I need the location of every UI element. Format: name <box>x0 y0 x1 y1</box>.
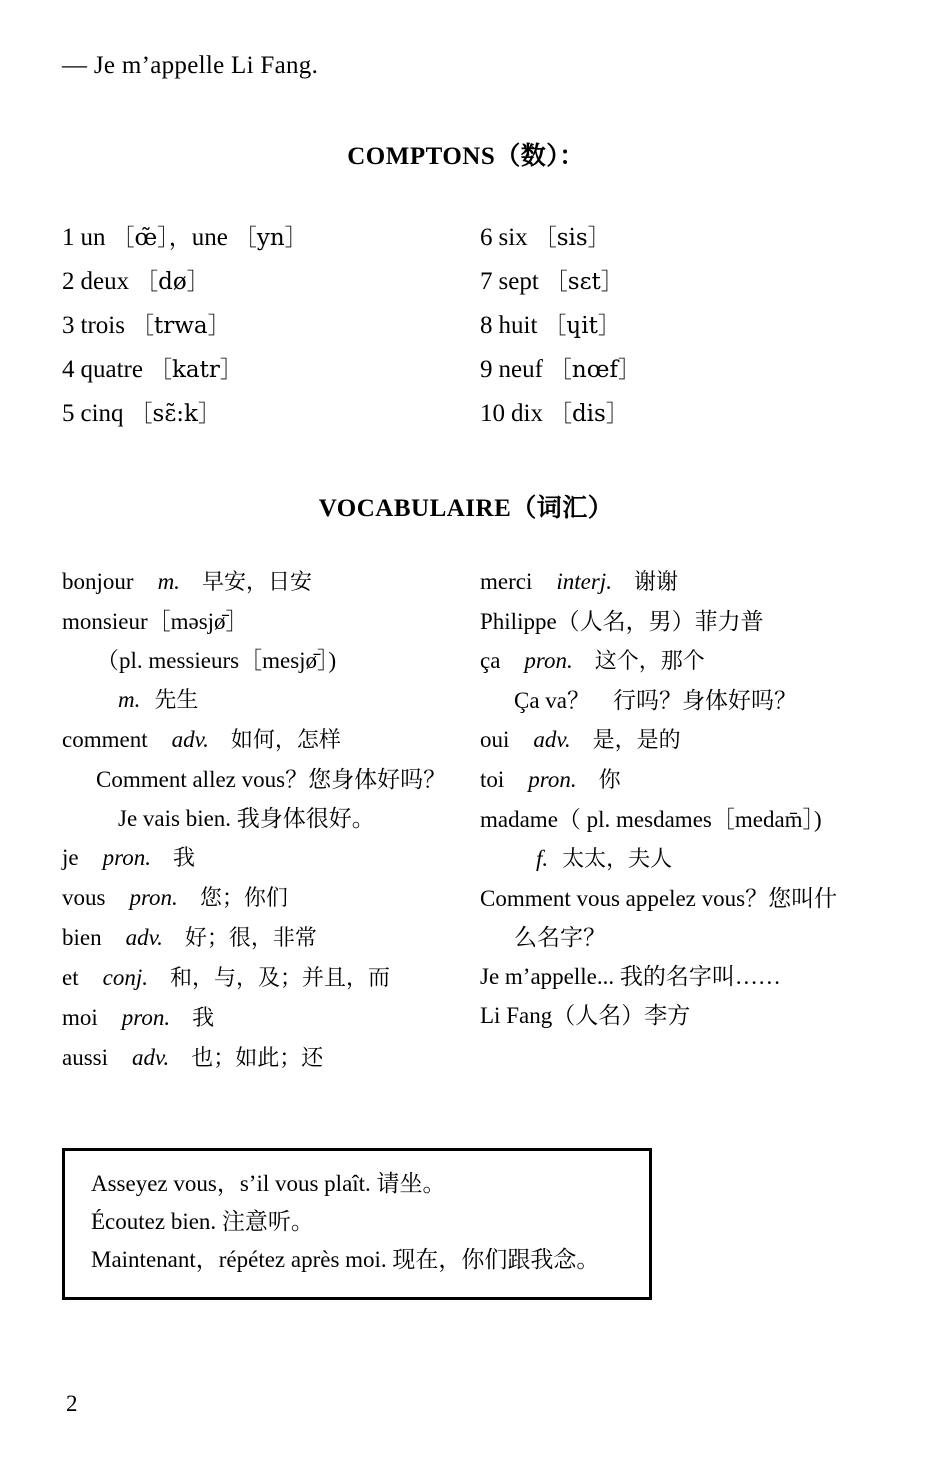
vocab-gloss: 太太，夫人 <box>562 847 673 872</box>
vocab-entry <box>480 957 870 996</box>
vocab-entry <box>62 918 466 958</box>
number-row <box>480 348 870 392</box>
number-row <box>480 304 870 348</box>
number-index: 5 <box>62 400 75 427</box>
vocab-entry <box>480 760 870 800</box>
vocab-pos: m. <box>118 687 141 712</box>
vocab-subline: Ça va？ 行吗？身体好吗？ <box>514 688 798 713</box>
number-index: 8 <box>480 312 493 339</box>
vocab-gloss: 先生 <box>154 688 199 713</box>
vocab-headword: madame（ pl. mesdames［medam̄］) <box>480 807 822 832</box>
number-phonetic: ［sis］ <box>533 225 611 251</box>
numbers-column-right <box>466 216 870 436</box>
box-line: Maintenant，répétez après moi. 现在，你们跟我念。 <box>91 1247 600 1272</box>
vocab-entry <box>480 879 870 918</box>
vocab-headword: oui <box>480 727 510 752</box>
comptons-heading: COMPTONS（数）： <box>347 143 585 170</box>
number-phonetic: ［dis］ <box>548 401 629 427</box>
vocab-gloss: 好；很，非常 <box>184 926 317 951</box>
number-row <box>62 216 466 260</box>
vocab-headword: aussi <box>62 1045 108 1070</box>
number-row <box>62 348 466 392</box>
vocab-entry <box>480 641 870 681</box>
vocab-pos: interj. <box>556 569 612 594</box>
vocab-pos: pron. <box>121 1005 171 1030</box>
page <box>0 52 932 1465</box>
vocab-headword: Comment vous appelez vous？您叫什 <box>480 886 838 911</box>
vocab-gloss: 是，是的 <box>592 728 681 753</box>
vocab-entry <box>62 838 466 878</box>
vocab-gloss: 我 <box>192 1006 215 1031</box>
vocab-subline: Je vais bien. 我身体很好。 <box>118 806 375 831</box>
vocab-pos: pron. <box>102 845 151 870</box>
number-phonetic: ［sɛt］ <box>544 269 624 295</box>
dialogue-line: — Je m’appelle Li Fang. <box>62 52 319 79</box>
box-line: Écoutez bien. 注意听。 <box>91 1209 314 1234</box>
vocab-headword: moi <box>62 1005 98 1030</box>
number-word: six <box>498 224 528 251</box>
number-word: neuf <box>498 356 543 383</box>
number-row <box>480 260 870 304</box>
vocab-entry <box>62 1038 466 1078</box>
number-phonetic: ［œ̃］， <box>111 225 192 251</box>
vocab-subline: （pl. messieurs［mesjø̄］) <box>96 648 337 673</box>
vocab-headword: monsieur［məsjø̄］ <box>62 609 249 634</box>
number-row <box>480 216 870 260</box>
vocab-headword: Li Fang（人名）李方 <box>480 1003 691 1028</box>
vocab-gloss: 如何，怎样 <box>230 728 341 753</box>
number-word: dix <box>511 400 543 427</box>
vocab-pos: pron. <box>129 885 178 910</box>
vocab-entry <box>480 562 870 602</box>
vocab-headword: bien <box>62 925 102 950</box>
vocab-pos: pron. <box>528 767 577 792</box>
vocab-entry <box>62 998 466 1038</box>
vocab-headword: ça <box>480 648 501 673</box>
number-index: 10 <box>480 400 505 427</box>
vocab-entry <box>62 878 466 918</box>
vocab-gloss: 谢谢 <box>633 570 678 595</box>
vocab-gloss: 这个，那个 <box>594 649 705 674</box>
vocab-headword: merci <box>480 569 533 594</box>
vocab-headword: toi <box>480 767 505 792</box>
number-word: deux <box>80 268 130 295</box>
number-phonetic: ［dø］ <box>135 269 210 295</box>
number-phonetic: ［sɛ̃:k］ <box>129 401 221 427</box>
number-index: 7 <box>480 268 493 295</box>
vocab-entry <box>62 958 466 998</box>
vocab-subline <box>62 680 466 720</box>
vocab-pos: pron. <box>524 648 573 673</box>
number-word: cinq <box>80 400 124 427</box>
vocab-headword: je <box>62 845 79 870</box>
vocabulary-column-right <box>466 562 870 1078</box>
vocab-gloss: 你 <box>598 768 621 793</box>
vocab-pos: adv. <box>171 727 209 752</box>
vocab-subline: 么名字？ <box>514 925 606 950</box>
page-number: 2 <box>66 1391 78 1416</box>
vocab-pos: m. <box>157 569 180 594</box>
vocab-entry <box>480 800 870 839</box>
number-word: trois <box>80 312 125 339</box>
vocab-gloss: 您；你们 <box>199 886 288 911</box>
vocab-entry <box>62 720 466 760</box>
classroom-expressions-box <box>62 1148 652 1300</box>
number-phonetic: ［katr］ <box>148 357 243 383</box>
number-row <box>480 392 870 436</box>
number-index: 3 <box>62 312 75 339</box>
number-word: un <box>80 224 106 251</box>
vocab-subline <box>480 839 870 879</box>
vocabulary-list <box>62 562 870 1078</box>
vocabulary-column-left <box>62 562 466 1078</box>
vocab-gloss: 和，与，及；并且，而 <box>169 966 390 991</box>
vocab-pos: adv. <box>125 925 163 950</box>
numbers-column-left <box>62 216 466 436</box>
number-index: 1 <box>62 224 75 251</box>
number-phonetic: ［trwa］ <box>130 313 231 339</box>
number-word: huit <box>498 312 538 339</box>
number-row <box>62 392 466 436</box>
vocab-subline: Comment allez vous？您身体好吗？ <box>96 767 447 792</box>
vocab-headword: comment <box>62 727 148 752</box>
number-phonetic-2: ［yn］ <box>233 225 308 251</box>
numbers-list <box>62 216 870 436</box>
number-index: 4 <box>62 356 75 383</box>
number-word-2: une <box>191 224 228 251</box>
vocab-entry <box>480 602 870 641</box>
vocab-headword: vous <box>62 885 106 910</box>
vocab-headword: Je m’appelle... 我的名字叫…… <box>480 964 781 989</box>
number-index: 9 <box>480 356 493 383</box>
vocab-entry <box>62 602 466 641</box>
vocab-gloss: 我 <box>172 846 195 871</box>
vocab-pos: adv. <box>533 727 571 752</box>
vocab-entry <box>480 720 870 760</box>
vocab-gloss: 早安，日安 <box>201 570 312 595</box>
vocab-pos: conj. <box>102 965 148 990</box>
vocab-headword: et <box>62 965 79 990</box>
vocab-headword: bonjour <box>62 569 134 594</box>
vocab-entry <box>480 996 870 1035</box>
number-phonetic: ［nœf］ <box>548 357 641 383</box>
vocab-headword: Philippe（人名，男）菲力普 <box>480 609 764 634</box>
number-word: sept <box>498 268 539 295</box>
vocab-entry <box>62 562 466 602</box>
box-line: Asseyez vous，s’il vous plaît. 请坐。 <box>91 1171 446 1196</box>
vocab-gloss: 也；如此；还 <box>191 1046 324 1071</box>
number-phonetic: ［ɥit］ <box>543 313 621 339</box>
number-word: quatre <box>80 356 143 383</box>
vocabulaire-heading: VOCABULAIRE（词汇） <box>318 495 614 522</box>
vocab-pos: f. <box>536 846 549 871</box>
number-row <box>62 304 466 348</box>
number-index: 6 <box>480 224 493 251</box>
vocab-pos: adv. <box>132 1045 170 1070</box>
number-index: 2 <box>62 268 75 295</box>
number-row <box>62 260 466 304</box>
